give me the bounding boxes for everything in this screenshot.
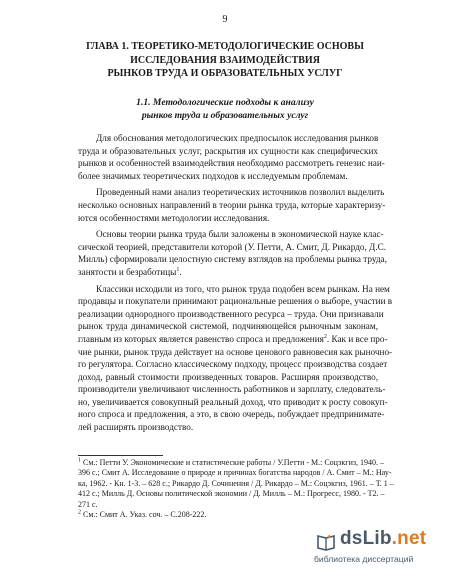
text-line: го регулятора. Согласно классическому подходу, процесс производства создает [78, 359, 388, 370]
section-title [90, 96, 360, 122]
text-span: См.: Смит А. Указ. соч. – С.208-222. [81, 510, 207, 520]
logo-main: dsLib [340, 528, 392, 549]
text-line: реализации однородного производственного ресурса – труда. Они признавали [78, 308, 384, 319]
text-line: Классики исходили из того, что рынок труда подобен всем рынкам. На нем [96, 283, 390, 294]
text-line: ются особенностями методологии исследования. [78, 212, 270, 223]
text-line: несколько основных направлений в теории рынка труда, которые характеризу- [78, 199, 386, 210]
section-title-line: 1.1. Методологические подходы к анализу [136, 97, 314, 108]
footnotes [78, 457, 394, 520]
text-line [78, 266, 378, 279]
paragraph [78, 228, 387, 278]
watermark-logo [340, 528, 426, 550]
text-line: производители увеличивают численность работников и зарплату, следователь- [78, 384, 386, 395]
page-number: 9 [222, 14, 228, 25]
text-line: рынок труда динамической системой, подчиняющейся рыночным законам, [78, 321, 378, 332]
footnote-ref[interactable]: 1 [176, 266, 180, 273]
section-title-line: рынков труда и образовательных услуг [141, 110, 309, 121]
text-line: доход, равный стоимости произведенных товаров. Расширяя производство, [78, 371, 378, 382]
text-line: чие рынки, рынок труда действует на основе ценового равновесия как рыночно- [78, 346, 393, 357]
footnote-separator [78, 455, 163, 456]
chapter-title-line: ИССЛЕДОВАНИЯ ВЗАИМОДЕЙСТВИЯ [130, 54, 320, 66]
text-line: рынков и особенностей взаимодействия необходимо рассмотреть генезис наи- [78, 158, 385, 169]
paragraph [78, 283, 393, 434]
text-line: Милль) сформировали целостную систему взглядов на проблемы рынка труда, [78, 254, 387, 265]
book-icon [316, 532, 336, 552]
text-line [78, 333, 388, 346]
text-line: лей расширять производство. [78, 422, 194, 433]
paragraph [78, 186, 386, 224]
watermark-caption: библиотека диссертаций [314, 554, 414, 564]
footnote-line: ка, 1962. - Кн. 1-3. – 628 с.; Рикардо Д. Сочинения / Д. Рикардо – М.: Соцэкгиз, 1961. – Т. 1 – [78, 478, 394, 488]
text-span: . Как и все про- [326, 333, 388, 344]
footnote [78, 510, 378, 520]
footnote-mark: 1 [78, 457, 81, 464]
text-line: труда и образовательных услуг, раскрытия их сущности как специфических [78, 145, 378, 156]
text-line: более значимых теоретических подходов к исследуемым проблемам. [78, 170, 348, 181]
text-line: ного спроса и предложения, а это, в свою очередь, побуждает предпринимате- [78, 409, 385, 420]
chapter-title-line: ГЛАВА 1. ТЕОРЕТИКО-МЕТОДОЛОГИЧЕСКИЕ ОСНОВЫ [86, 41, 364, 52]
footnote-line [78, 457, 385, 468]
footnote-line: 271 с. [78, 499, 98, 509]
footnote-line: 396 с.; Смит А. Исследование о природе и причинах богатства народов / А. Смит – М.: Нау- [78, 468, 392, 478]
text-span: главным из которых является равенство спроса и предложения [78, 333, 324, 344]
text-line: Основы теории рынка труда были заложены в экономической науке клас- [96, 229, 384, 240]
logo-accent: .net [391, 528, 427, 549]
paragraph [78, 132, 385, 182]
chapter-title-line: РЫНКОВ ТРУДА И ОБРАЗОВАТЕЛЬНЫХ УСЛУГ [107, 68, 343, 79]
footnote [78, 457, 394, 510]
footnote-mark: 2 [78, 509, 81, 516]
text-span: . [179, 266, 182, 277]
footnote-ref[interactable]: 2 [323, 333, 327, 340]
text-span: занятости и безработицы [78, 266, 177, 277]
chapter-title [60, 40, 390, 81]
footnote-line: 412 с.; Милль Д. Основы политической экономии / Д. Милль – М.: Прогресс, 1980. - Т2. – [78, 489, 385, 499]
footnote-line [78, 510, 378, 520]
text-line: но, увеличивается совокупный реальный доход, что приводит к росту совокуп- [78, 396, 388, 407]
text-line: Проведенный нами анализ теоретических источников позволил выделить [96, 187, 385, 198]
watermark[interactable] [300, 526, 450, 576]
text-span: См.: Петти У. Экономические и статистические работы / У.Петти - М.: Соцэкгиз, 1940. – [81, 458, 385, 467]
text-line: сической теорией, представители которой (У. Петти, А. Смит, Д. Рикардо, Д.С. [78, 241, 387, 252]
body-text [78, 132, 393, 438]
text-line: продавцы и покупатели принимают рациональные решения о выборе, участии в [78, 296, 393, 307]
text-line: Для обоснования методологических предпосылок исследования рынков [96, 133, 379, 143]
